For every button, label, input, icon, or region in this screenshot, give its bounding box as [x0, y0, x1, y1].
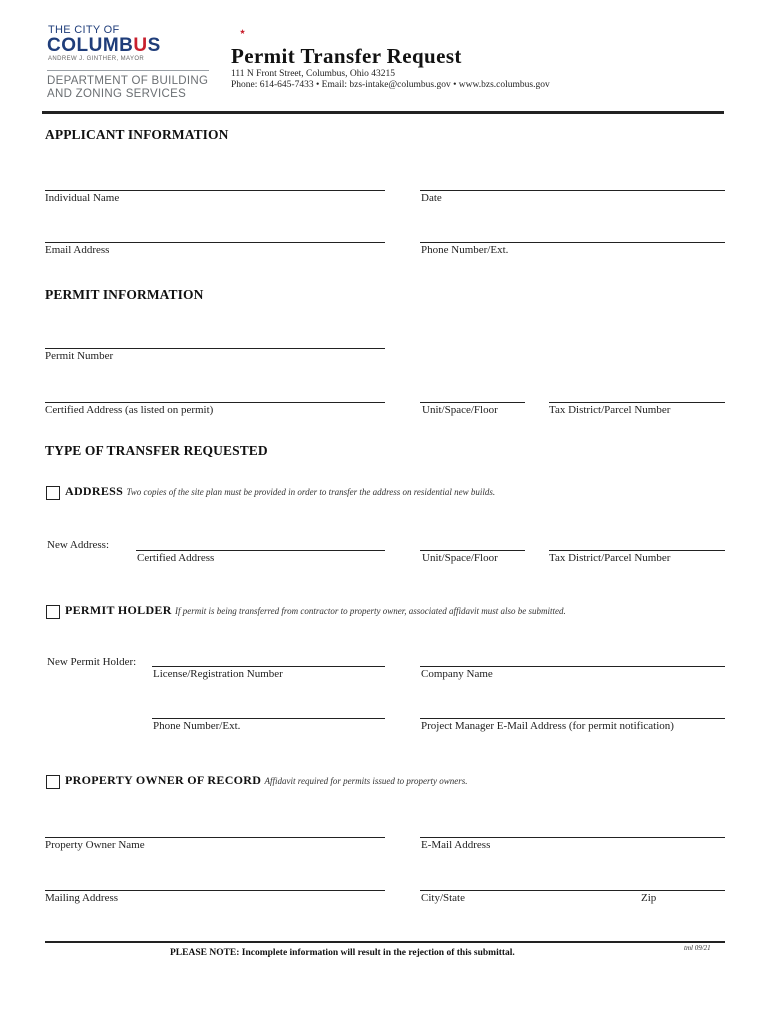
phone-label: Phone Number/Ext.	[421, 244, 509, 256]
office-address: 111 N Front Street, Columbus, Ohio 43215	[231, 69, 395, 79]
pm-email-field[interactable]	[420, 718, 725, 719]
footer-divider	[45, 941, 725, 943]
phone-field[interactable]	[420, 242, 725, 243]
new-unit-field[interactable]	[420, 550, 525, 551]
new-tax-parcel-label: Tax District/Parcel Number	[549, 552, 671, 564]
email-label: Email Address	[45, 244, 110, 256]
new-unit-label: Unit/Space/Floor	[422, 552, 498, 564]
logo-dept-line1: DEPARTMENT OF BUILDING	[47, 75, 209, 87]
logo-columbus-main: COLUMB	[47, 35, 134, 56]
logo-city-of: THE CITY OF	[48, 24, 120, 36]
new-permit-holder-label: New Permit Holder:	[47, 656, 137, 668]
individual-name-label: Individual Name	[45, 192, 120, 204]
tax-parcel-field[interactable]	[549, 402, 725, 403]
address-option	[65, 484, 495, 499]
unit-field[interactable]	[420, 402, 525, 403]
address-checkbox[interactable]	[46, 486, 60, 500]
page-title: Permit Transfer Request	[231, 44, 462, 68]
applicant-heading: APPLICANT INFORMATION	[45, 127, 229, 142]
address-option-label: ADDRESS	[65, 484, 124, 498]
property-owner-option-note: Affidavit required for permits issued to property owners.	[264, 776, 468, 786]
tax-parcel-label: Tax District/Parcel Number	[549, 404, 671, 416]
star-icon: ★	[239, 29, 247, 36]
new-address-label: New Address:	[47, 539, 110, 551]
permit-number-field[interactable]	[45, 348, 385, 349]
new-certified-address-label: Certified Address	[137, 552, 215, 564]
license-label: License/Registration Number	[153, 668, 283, 680]
owner-email-field[interactable]	[420, 837, 725, 838]
date-label: Date	[421, 192, 442, 204]
logo-dept-line2: AND ZONING SERVICES	[47, 88, 187, 100]
property-owner-option-label: PROPERTY OWNER OF RECORD	[65, 773, 262, 787]
logo-columbus-accent: ★ U	[133, 29, 247, 56]
date-field[interactable]	[420, 190, 725, 191]
email-field[interactable]	[45, 242, 385, 243]
permit-holder-option-note: If permit is being transferred from contractor to property owner, associated affidavit must also be submitted.	[175, 606, 566, 616]
owner-email-label: E-Mail Address	[421, 839, 491, 851]
individual-name-field[interactable]	[45, 190, 385, 191]
permit-heading: PERMIT INFORMATION	[45, 287, 204, 302]
permit-holder-option	[65, 603, 566, 618]
certified-address-field[interactable]	[45, 402, 385, 403]
mailing-address-label: Mailing Address	[45, 892, 119, 904]
revision-code: tml 09/21	[684, 944, 711, 952]
new-tax-parcel-field[interactable]	[549, 550, 725, 551]
license-field[interactable]	[152, 666, 385, 667]
city-state-label: City/State	[421, 892, 465, 904]
pm-email-label: Project Manager E-Mail Address (for permit notification)	[421, 720, 674, 732]
certified-address-label: Certified Address (as listed on permit)	[45, 404, 214, 416]
property-owner-option	[65, 773, 468, 788]
logo-divider	[47, 70, 209, 71]
zip-label: Zip	[641, 892, 657, 904]
header-divider	[42, 111, 724, 114]
company-name-label: Company Name	[421, 668, 493, 680]
permit-holder-option-label: PERMIT HOLDER	[65, 603, 172, 617]
transfer-heading: TYPE OF TRANSFER REQUESTED	[45, 443, 268, 458]
logo-mayor: ANDREW J. GINTHER, MAYOR	[48, 56, 145, 62]
new-certified-address-field[interactable]	[136, 550, 385, 551]
holder-phone-label: Phone Number/Ext.	[153, 720, 241, 732]
holder-phone-field[interactable]	[152, 718, 385, 719]
city-state-zip-field[interactable]	[420, 890, 725, 891]
property-owner-checkbox[interactable]	[46, 775, 60, 789]
owner-name-field[interactable]	[45, 837, 385, 838]
logo-columbus-end: S	[147, 35, 161, 56]
permit-holder-checkbox[interactable]	[46, 605, 60, 619]
contact-info: Phone: 614-645-7433 • Email: bzs-intake@columbus.gov • www.bzs.columbus.gov	[231, 80, 550, 90]
permit-number-label: Permit Number	[45, 350, 114, 362]
footer-note: PLEASE NOTE: Incomplete information will result in the rejection of this submittal.	[170, 948, 515, 958]
mailing-address-field[interactable]	[45, 890, 385, 891]
owner-name-label: Property Owner Name	[45, 839, 145, 851]
unit-label: Unit/Space/Floor	[422, 404, 498, 416]
company-name-field[interactable]	[420, 666, 725, 667]
address-option-note: Two copies of the site plan must be provided in order to transfer the address on residential new builds.	[126, 487, 496, 497]
